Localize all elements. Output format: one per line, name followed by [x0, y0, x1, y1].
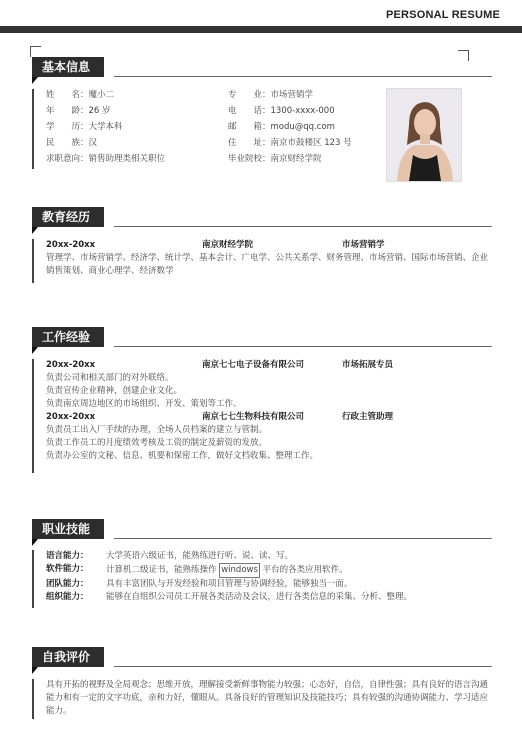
info-row: 邮 箱：modu@qq.com — [228, 122, 335, 132]
corner-mark — [30, 46, 41, 57]
section-education — [32, 207, 492, 283]
info-row: 住 址：南京市鼓楼区 123 号 — [228, 138, 352, 148]
section-self — [32, 647, 492, 719]
section-tab — [32, 77, 38, 84]
section-header — [32, 647, 492, 667]
section-title: 职业技能 — [32, 519, 104, 539]
section-header — [32, 519, 492, 539]
skills-body — [32, 550, 492, 608]
info-row: 专 业：市场营销学 — [228, 90, 314, 100]
info-row: 求职意向：销售助理类相关职位 — [46, 154, 166, 164]
duty-line: 负责办公室的文秘、信息、机要和保密工作，做好文档收集、整理工作。 — [46, 451, 319, 461]
info-row: 年 龄：26 岁 — [46, 106, 111, 116]
section-rule — [114, 666, 492, 667]
header-bar — [0, 26, 522, 33]
info-row: 民 族：汉 — [46, 138, 98, 148]
section-rule — [114, 226, 492, 227]
profile-photo-icon — [387, 89, 461, 181]
section-tab — [32, 539, 38, 546]
section-title: 基本信息 — [32, 57, 104, 77]
section-title: 教育经历 — [32, 207, 104, 227]
section-title: 工作经验 — [32, 327, 104, 347]
left-rule — [32, 359, 34, 473]
skill-row: 团队能力： 具有丰富团队与开发经验和项目管理与协调经验，能够独当一面。 — [46, 579, 353, 589]
skill-row: 软件能力： 计算机二级证书，能熟练操作 windows 平台的各类应用软件。 — [46, 563, 492, 578]
education-body — [32, 239, 492, 283]
duty-line: 负责宣传企业精神，创建企业文化。 — [46, 386, 183, 396]
duty-line: 负责南京周边地区的市场组织、开发、策划等工作。 — [46, 399, 242, 409]
section-header — [32, 207, 492, 227]
left-rule — [32, 550, 34, 608]
info-row: 学 历：大学本科 — [46, 122, 123, 132]
highlight-word: windows — [219, 563, 260, 578]
section-work — [32, 327, 492, 473]
left-rule — [32, 89, 34, 169]
education-row: 20xx-20xx 南京财经学院 市场营销学 — [46, 240, 385, 250]
section-tab — [32, 667, 38, 674]
self-text: 具有开拓的视野及全局观念；思维开放，理解接受新鲜事物能力较强；心态好，自信，自律性强；具有良好的语言沟通能力和有一定的文字功底，亲和力好，懂眼从。具备良好的管理知识及技能技巧；具有较强的沟通协调能力、学习适应能力。 — [46, 680, 489, 716]
section-rule — [114, 76, 492, 77]
section-header — [32, 327, 492, 347]
section-rule — [114, 538, 492, 539]
skill-row: 组织能力： 能够在自组织公司员工开展各类活动及会议，进行各类信息的采集、分析、整理。 — [46, 592, 413, 602]
job-row: 20xx-20xx 南京七七生物科技有限公司 行政主管助理 — [46, 412, 394, 422]
info-row: 姓 名：魔小二 — [46, 90, 115, 100]
duty-line: 负责工作员工的月度绩效考核及工资的制定及薪资的发放。 — [46, 438, 268, 448]
courses-text: 管理学、市场营销学、经济学、统计学、基本会计、广电学、公共关系学、财务管理、市场营销、国际市场营销、企业销售策划、商业心理学、经济数学 — [46, 253, 489, 276]
left-rule — [32, 239, 34, 283]
section-tab — [32, 347, 38, 354]
section-header — [32, 57, 492, 77]
info-row: 电 话：1300-xxxx-000 — [228, 106, 335, 116]
brand-title: PERSONAL RESUME — [385, 9, 500, 21]
skill-row: 语言能力： 大学英语六级证书，能熟练进行听、说、读、写。 — [46, 551, 294, 561]
duty-line: 负责员工出入厂手续的办理，全场人员档案的建立与管制。 — [46, 425, 268, 435]
work-body — [32, 359, 492, 473]
left-rule — [32, 679, 34, 719]
duty-line: 负责公司和相关部门的对外联络。 — [46, 373, 174, 383]
section-title: 自我评价 — [32, 647, 104, 667]
info-row: 毕业院校：南京财经学院 — [228, 154, 322, 164]
job-row: 20xx-20xx 南京七七电子设备有限公司 市场拓展专员 — [46, 360, 394, 370]
section-rule — [114, 346, 492, 347]
section-skills — [32, 519, 492, 608]
self-body — [32, 679, 492, 719]
profile-photo — [386, 88, 462, 182]
section-tab — [32, 227, 38, 234]
